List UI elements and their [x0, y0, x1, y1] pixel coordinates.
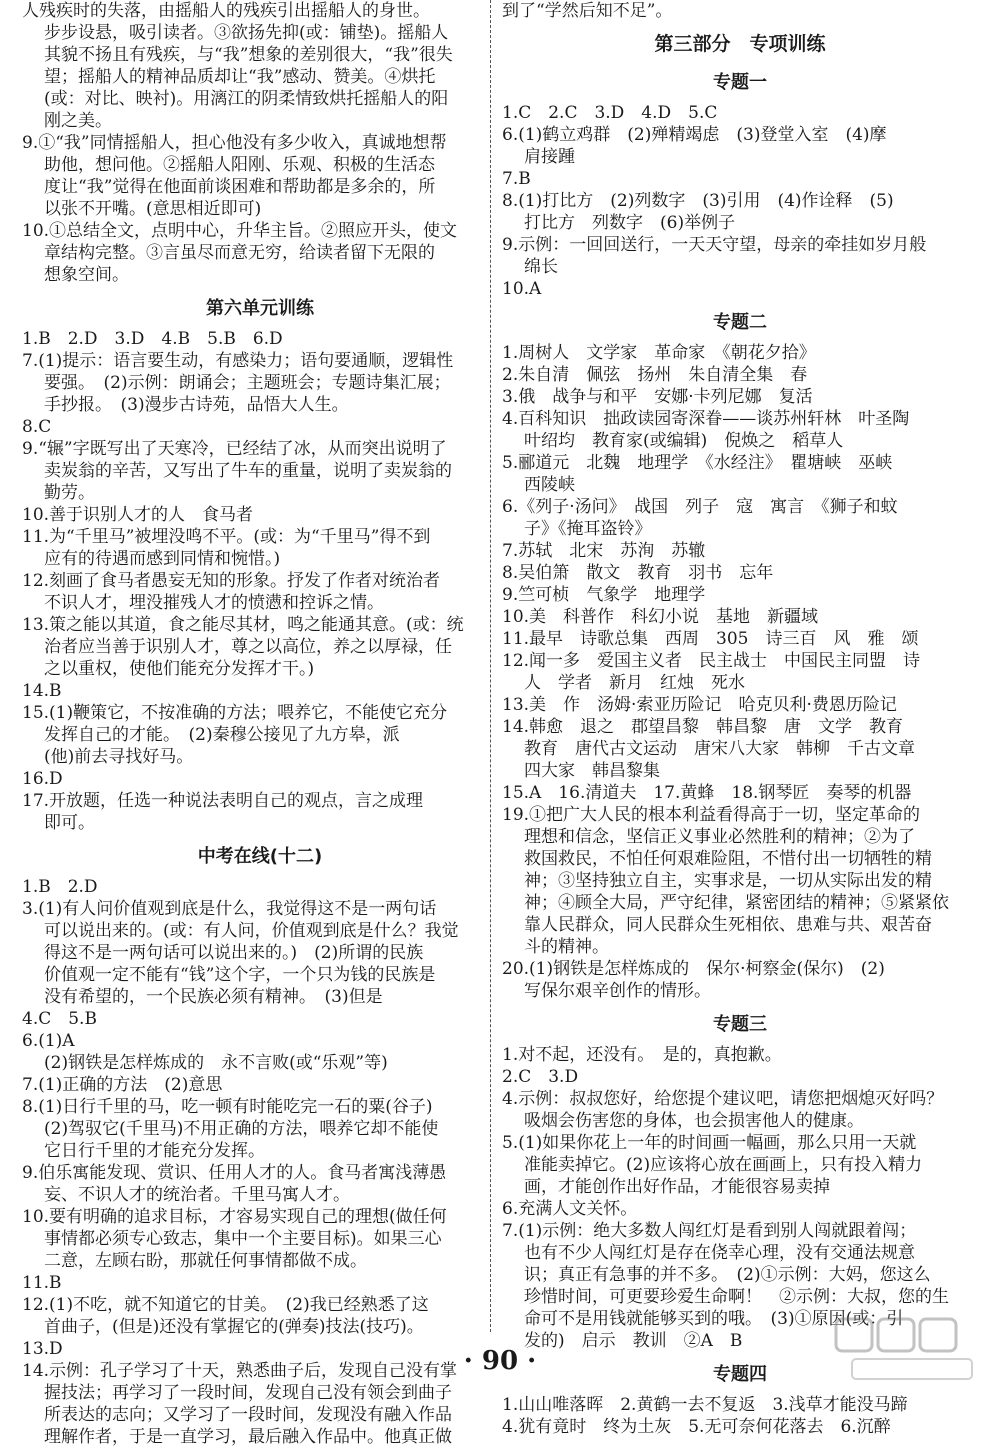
answer-line: 10.善于识别人才的人 食马者 — [22, 505, 254, 525]
answer-line: 4.百科知识 拙政读园寄深眷——谈苏州轩林 叶圣陶 — [502, 409, 910, 429]
answer-line: 理想和信念，坚信正义事业必然胜利的精神；②为了 — [524, 827, 915, 847]
answer-line: 也有不少人闯红灯是存在侥幸心理，没有交通法规意 — [524, 1243, 915, 1263]
answer-line: 勤劳。 — [44, 483, 95, 503]
section-heading: 专题三 — [713, 1014, 767, 1035]
answer-line: 10.要有明确的追求目标，才容易实现自己的理想(做任何 — [22, 1207, 447, 1227]
answer-line: (或：对比、映衬)。用漓江的阴柔情致烘托摇船人的阳 — [44, 89, 449, 109]
answer-line: 1.B 2.D — [22, 877, 98, 897]
answer-line: 事情都必须专心致志，集中一个主要目标)。如果三心 — [44, 1229, 442, 1249]
watermark-logo-icon — [832, 1315, 982, 1385]
answer-line: 12.闻一多 爱国主义者 民主战士 中国民主同盟 诗 — [502, 651, 921, 671]
left-column — [22, 0, 498, 1448]
answer-line: 6.充满人文关怀。 — [502, 1199, 638, 1219]
answer-line: 理解作者，于是一直学习，最后融入作品中。他真正做 — [44, 1427, 452, 1447]
answer-line: 绵长 — [524, 257, 558, 277]
answer-line: 发的) 启示 教训 ②A B — [524, 1331, 743, 1351]
answer-line: 20.(1)钢铁是怎样炼成的 保尔·柯察金(保尔) (2) — [502, 959, 885, 979]
section-heading: 专题四 — [713, 1364, 767, 1385]
answer-line: 9.伯乐寓能发现、赏识、任用人才的人。食马者寓浅薄愚 — [22, 1163, 447, 1183]
answer-line: 之以重权，使他们能充分发挥才干。) — [44, 659, 315, 679]
answer-line: 9.“辗”字既写出了天寒冷，已经结了冰，从而突出说明了 — [22, 439, 447, 459]
answer-line: 靠人民群众，同人民群众生死相依、患难与共、艰苦奋 — [524, 915, 932, 935]
answer-line: 1.C 2.C 3.D 4.D 5.C — [502, 103, 718, 123]
page-number: · 90 · — [463, 1346, 537, 1376]
answer-line: 3.(1)有人问价值观到底是什么，我觉得这不是一两句话 — [22, 899, 437, 919]
answer-line: 救国救民，不怕任何艰难险阻，不惜付出一切牺牲的精 — [524, 849, 932, 869]
answer-line: 7.(1)提示：语言要生动，有感染力；语句要通顺，逻辑性 — [22, 351, 454, 371]
answer-line: 所表达的志向；又学习了一段时间，发现没有融入作品 — [44, 1405, 452, 1425]
answer-line: 识；真正有急事的并不多。 (2)①示例：大妈，您这么 — [524, 1265, 931, 1285]
answer-line: 15.A 16.清道夫 17.黄蜂 18.钢琴匠 奏琴的机器 — [502, 783, 912, 803]
answer-line: 1.周树人 文学家 革命家 《朝花夕拾》 — [502, 343, 816, 363]
answer-line: 治者应当善于识别人才，尊之以高位，养之以厚禄，任 — [44, 637, 452, 657]
answer-line: 7.苏轼 北宋 苏洵 苏辙 — [502, 541, 706, 561]
answer-line: 即可。 — [44, 813, 95, 833]
answer-line: 手抄报。 (3)漫步古诗苑，品悟大人生。 — [44, 395, 349, 415]
answer-line: 卖炭翁的辛苦，又写出了牛车的重量，说明了卖炭翁的 — [44, 461, 452, 481]
answer-line: 望；摇船人的精神品质却让“我”感动、赞美。④烘托 — [44, 67, 436, 87]
answer-line: 吸烟会伤害您的身体，也会损害他人的健康。 — [524, 1111, 864, 1131]
section-heading: 中考在线(十二) — [197, 846, 323, 867]
answer-line: 11.最早 诗歌总集 西周 305 诗三百 风 雅 颂 — [502, 629, 919, 649]
answer-line: 6.(1)A — [22, 1031, 75, 1051]
answer-line: 二意，左顾右盼，那就任何事情都做不成。 — [44, 1251, 367, 1271]
watermark-logo — [832, 1315, 982, 1385]
answer-line: 12.(1)不吃，就不知道它的甘美。 (2)我已经熟悉了这 — [22, 1295, 429, 1315]
answer-line: 10.①总结全文，点明中心，升华主旨。②照应开头，使文 — [22, 221, 458, 241]
answer-line: 刚之美。 — [44, 111, 112, 131]
section-heading: 专题二 — [713, 312, 767, 333]
answer-line: 7.(1)示例：绝大多数人闯红灯是看到别人闯就跟着闯； — [502, 1221, 917, 1241]
answer-line: 14.B — [22, 681, 62, 701]
section-heading: 专题一 — [713, 72, 767, 93]
answer-line: 其貌不扬且有残疾，与“我”想象的差别很大，“我”很失 — [44, 45, 453, 65]
answer-line: (2)驾驭它(千里马)不用正确的方法，喂养它却不能使 — [44, 1119, 439, 1139]
answer-line: 10.A — [502, 279, 542, 299]
answer-line: 5.郦道元 北魏 地理学 《水经注》 瞿塘峡 巫峡 — [502, 453, 893, 473]
answer-line: 它日行千里的才能充分发挥。 — [44, 1141, 265, 1161]
answer-line: 助他，想问他。②摇船人阳刚、乐观、积极的生活态 — [44, 155, 435, 175]
answer-line: 神；④顾全大局，严守纪律，紧密团结的精神；⑤紧紧依 — [524, 893, 949, 913]
answer-line: 西陵峡 — [524, 475, 575, 495]
answer-line: 叶绍均 教育家(或编辑) 倪焕之 稻草人 — [524, 431, 844, 451]
answer-line: 8.吴伯箫 散文 教育 羽书 忘年 — [502, 563, 774, 583]
answer-line: 3.俄 战争与和平 安娜·卡列尼娜 复活 — [502, 387, 813, 407]
answer-line: 想象空间。 — [44, 265, 129, 285]
answer-line: 价值观一定不能有“钱”这个字，一个只为钱的民族是 — [44, 965, 436, 985]
answer-line: 首曲子，(但是)还没有掌握它的(弹奏)技法(技巧)。 — [44, 1317, 424, 1337]
answer-line: 没有希望的，一个民族必须有精神。 (3)但是 — [44, 987, 383, 1007]
right-column — [502, 0, 978, 1438]
answer-line: 8.(1)日行千里的马，吃一顿有时能吃完一石的粟(谷子) — [22, 1097, 433, 1117]
answer-line: 教育 唐代古文运动 唐宋八大家 韩柳 千古文章 — [524, 739, 915, 759]
answer-line: 15.(1)鞭策它，不按准确的方法；喂养它，不能使它充分 — [22, 703, 448, 723]
answer-line: 13.D — [22, 1339, 63, 1359]
answer-line: 命可不是用钱就能够买到的哦。 (3)①原因(或：引 — [524, 1309, 904, 1329]
answer-line: 握技法；再学习了一段时间，发现自己没有领会到曲子 — [44, 1383, 452, 1403]
answer-line: 发挥自己的才能。 (2)秦穆公接见了九方皋，派 — [44, 725, 400, 745]
answer-line: 准能卖掉它。(2)应该将心放在画画上，只有投入精力 — [524, 1155, 923, 1175]
answer-line: 1.对不起，还没有。 是的，真抱歉。 — [502, 1045, 782, 1065]
answer-line: 4.犹有竟时 终为土灰 5.无可奈何花落去 6.沉醉 — [502, 1417, 891, 1437]
answer-line: 4.示例：叔叔您好，给您提个建议吧，请您把烟熄灭好吗？ — [502, 1089, 944, 1109]
answer-line: 17.开放题，任选一种说法表明自己的观点，言之成理 — [22, 791, 424, 811]
answer-line: 14.示例：孔子学习了十天，熟悉曲子后，发现自己没有掌 — [22, 1361, 458, 1381]
answer-line: 章结构完整。③言虽尽而意无穷，给读者留下无限的 — [44, 243, 435, 263]
answer-line: 妄、不识人才的统治者。千里马寓人才。 — [44, 1185, 350, 1205]
answer-line: 8.(1)打比方 (2)列数字 (3)引用 (4)作诠释 (5) — [502, 191, 894, 211]
answer-line: 人残疾时的失落，由摇船人的残疾引出摇船人的身世。 — [22, 1, 430, 21]
answer-line: 13.美 作 汤姆·索亚历险记 哈克贝利·费恩历险记 — [502, 695, 897, 715]
answer-line: 13.策之能以其道，食之能尽其材，鸣之能通其意。(或：统 — [22, 615, 464, 635]
answer-line: 7.(1)正确的方法 (2)意思 — [22, 1075, 223, 1095]
answer-line: 神；③坚持独立自主，实事求是，一切从实际出发的精 — [524, 871, 932, 891]
answer-line: 以张不开嘴。(意思相近即可) — [44, 199, 262, 219]
answer-line: 9.①“我”同情摇船人，担心他没有多少收入，真诚地想帮 — [22, 133, 447, 153]
answer-line: 不识人才，埋没摧残人才的愤懑和控诉之情。 — [44, 593, 384, 613]
answer-line: 到了“学然后知不足”。 — [502, 1, 673, 21]
answer-line: (他)前去寻找好马。 — [44, 747, 194, 767]
answer-line: 子》《掩耳盗铃》 — [524, 519, 652, 539]
answer-line: 11.为“千里马”被埋没鸣不平。(或：为“千里马”得不到 — [22, 527, 431, 547]
answer-line: 14.韩愈 退之 郡望昌黎 韩昌黎 唐 文学 教育 — [502, 717, 904, 737]
answer-line: 画，才能创作出好作品，才能很容易卖掉 — [524, 1177, 830, 1197]
answer-line: 4.C 5.B — [22, 1009, 97, 1029]
answer-line: 16.D — [22, 769, 63, 789]
answer-line: 珍惜时间，可更要珍爱生命啊！ ②示例：大叔，您的生 — [524, 1287, 949, 1307]
answer-line: 得这不是一两句话可以说出来的。) (2)所谓的民族 — [44, 943, 424, 963]
answer-line: 1.山山唯落晖 2.黄鹤一去不复返 3.浅草才能没马蹄 — [502, 1395, 908, 1415]
answer-line: 步步设悬，吸引读者。③欲扬先抑(或：铺垫)。摇船人 — [44, 23, 449, 43]
answer-line: 打比方 列数字 (6)举例子 — [524, 213, 736, 233]
answer-line: 7.B — [502, 169, 531, 189]
answer-line: 11.B — [22, 1273, 62, 1293]
answer-line: 肩接踵 — [524, 147, 575, 167]
answer-line: 12.刻画了食马者愚妄无知的形象。抒发了作者对统治者 — [22, 571, 441, 591]
answer-line: 19.①把广大人民的根本利益看得高于一切，坚定革命的 — [502, 805, 921, 825]
section-heading: 第三部分 专项训练 — [654, 33, 826, 55]
answer-line: 1.B 2.D 3.D 4.B 5.B 6.D — [22, 329, 283, 349]
answer-line: 要强。 (2)示例：朗诵会；主题班会；专题诗集汇展； — [44, 373, 451, 393]
answer-line: 9.示例：一回回送行，一天天守望，母亲的牵挂如岁月般 — [502, 235, 927, 255]
answer-line: 5.(1)如果你花上一年的时间画一幅画，那么只用一天就 — [502, 1133, 917, 1153]
answer-line: 2.朱自清 佩弦 扬州 朱自清全集 春 — [502, 365, 808, 385]
answer-line: 度让“我”觉得在他面前谈困难和帮助都是多余的，所 — [44, 177, 436, 197]
section-heading: 第六单元训练 — [206, 298, 314, 319]
answer-line: 写保尔艰辛创作的情形。 — [524, 981, 711, 1001]
answer-line: 斗的精神。 — [524, 937, 609, 957]
answer-line: 应有的待遇而感到同情和惋惜。) — [44, 549, 281, 569]
answer-line: 8.C — [22, 417, 52, 437]
answer-line: 四大家 韩昌黎集 — [524, 761, 660, 781]
answer-line: (2)钢铁是怎样炼成的 永不言败(或“乐观”等) — [44, 1053, 388, 1073]
answer-line: 10.美 科普作 科幻小说 基地 新疆域 — [502, 607, 819, 627]
answer-line: 2.C 3.D — [502, 1067, 579, 1087]
answer-line: 9.竺可桢 气象学 地理学 — [502, 585, 706, 605]
answer-line: 6.《列子·汤问》 战国 列子 寇 寓言 《狮子和蚊 — [502, 497, 898, 517]
answer-line: 人 学者 新月 红烛 死水 — [524, 673, 745, 693]
answer-line: 可以说出来的。(或：有人问，价值观到底是什么？我觉 — [44, 921, 459, 941]
answer-line: 6.(1)鹤立鸡群 (2)殚精竭虑 (3)登堂入室 (4)摩 — [502, 125, 887, 145]
